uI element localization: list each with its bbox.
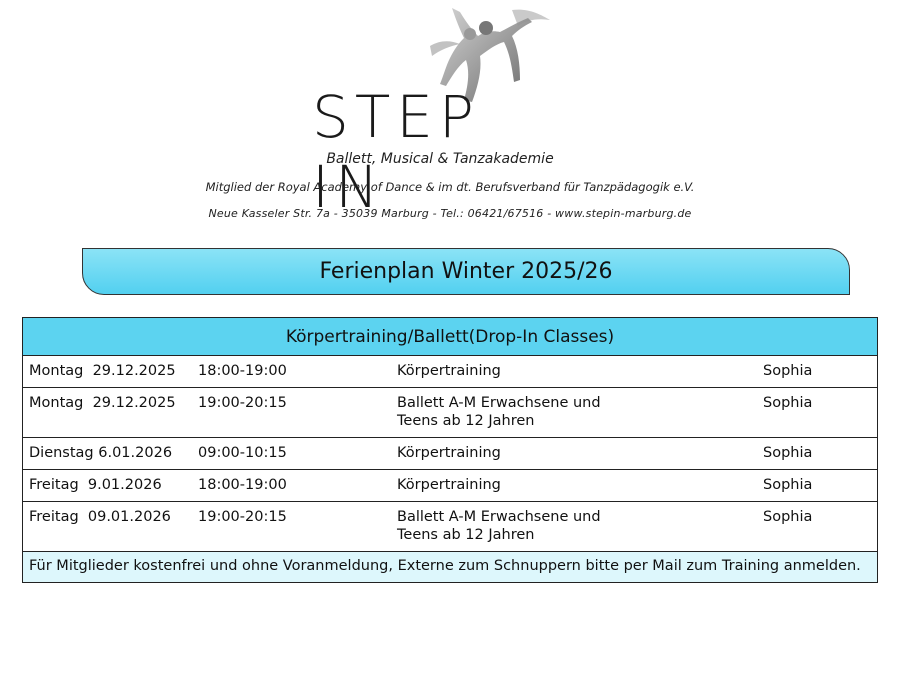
- page-title-text: Ferienplan Winter 2025/26: [319, 259, 613, 284]
- day-cell: Freitag 09.01.2026: [29, 509, 171, 525]
- teacher-cell: Sophia: [763, 509, 813, 525]
- time-cell: 19:00-20:15: [198, 395, 287, 411]
- time-cell: 09:00-10:15: [198, 445, 287, 461]
- schedule-table: [22, 317, 878, 583]
- brand-name: STEP IN: [312, 83, 480, 221]
- day-cell: Montag 29.12.2025: [29, 363, 176, 379]
- time-cell: 18:00-19:00: [198, 477, 287, 493]
- page-title: [82, 248, 850, 295]
- address-line: Neue Kasseler Str. 7a - 35039 Marburg - Tel.: 06421/67516 - www.stepin-marburg.de: [208, 207, 692, 220]
- table-row: [23, 438, 877, 470]
- teacher-cell: Sophia: [763, 363, 813, 379]
- day-cell: Montag 29.12.2025: [29, 395, 176, 411]
- class-cell: Körpertraining: [397, 477, 501, 493]
- table-heading: Körpertraining/Ballett(Drop-In Classes): [23, 318, 877, 356]
- day-cell: Freitag 9.01.2026: [29, 477, 162, 493]
- membership-note: Für Mitglieder kostenfrei und ohne Voranmeldung, Externe zum Schnuppern bitte per Mail zum Training anmelden.: [23, 552, 877, 582]
- teacher-cell: Sophia: [763, 477, 813, 493]
- day-cell: Dienstag 6.01.2026: [29, 445, 173, 461]
- teacher-cell: Sophia: [763, 445, 813, 461]
- class-cell: Ballett A-M Erwachsene und Teens ab 12 Jahren: [397, 395, 601, 429]
- time-cell: 19:00-20:15: [198, 509, 287, 525]
- class-cell: Ballett A-M Erwachsene und Teens ab 12 Jahren: [397, 509, 601, 543]
- table-row: [23, 388, 877, 438]
- brand-subtitle: Ballett, Musical & Tanzakademie: [326, 151, 554, 167]
- table-row: [23, 470, 877, 502]
- membership-line: Mitglied der Royal Academy of Dance & im dt. Berufsverband für Tanzpädagogik e.V.: [205, 180, 695, 194]
- class-cell: Körpertraining: [397, 445, 501, 461]
- table-row: [23, 502, 877, 552]
- time-cell: 18:00-19:00: [198, 363, 287, 379]
- table-row: [23, 356, 877, 388]
- class-cell: Körpertraining: [397, 363, 501, 379]
- teacher-cell: Sophia: [763, 395, 813, 411]
